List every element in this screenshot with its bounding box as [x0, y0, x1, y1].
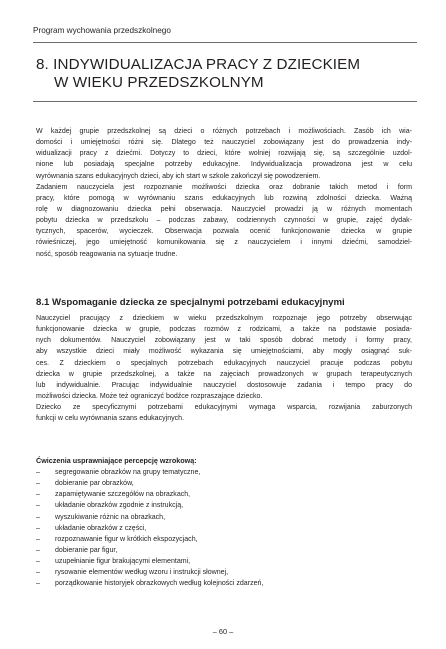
list-dash: –: [36, 502, 40, 510]
chapter-title-line-2: W WIEKU PRZEDSZKOLNYM: [54, 74, 264, 91]
list-item: [36, 500, 416, 511]
text-line: wyrównania szans edukacyjnych dzieci, aby ich start w szkole zakończył się powodzeniem.: [36, 172, 321, 180]
list-item: [36, 556, 416, 567]
list-item-text: układanie obrazków zgodnie z instrukcją,: [55, 502, 184, 510]
list-item: [36, 534, 416, 545]
list-dash: –: [36, 480, 40, 488]
list-item-text: porządkowanie historyjek obrazkowych według kolejności zdarzeń,: [55, 580, 264, 588]
list-item-text: rozpoznawanie figur w krótkich ekspozycjach,: [55, 535, 198, 543]
exercises-list: [36, 467, 416, 590]
text-line: pobytu dziecka w przedszkolu – podczas zabawy, codziennych czynności w grupie, zajęć dydak-: [36, 217, 412, 225]
list-item-text: układanie obrazków z części,: [55, 524, 147, 532]
text-line: tycznych, spacerów, wycieczek. Obserwacja pozwala ocenić funkcjonowanie dziecka w grupie: [36, 228, 412, 236]
text-line: ność, sposób reagowania na sytuacje trudne.: [36, 250, 178, 258]
text-line: pracy, które pomogą w wyrównaniu szans edukacyjnych lub rozwiną zdolności dziecka. Ważną: [36, 194, 412, 202]
header-rule: [33, 42, 417, 43]
text-line: Zadaniem nauczyciela jest rozpoznanie możliwości dziecka oraz dobranie takich metod i form: [36, 183, 412, 191]
list-item: [36, 478, 416, 489]
list-dash: –: [36, 469, 40, 476]
page-number: – 60 –: [212, 627, 234, 636]
text-line: dziecka w grupie przedszkolnej, a także na zajęciach prowadzonych w grupach terapeutycznych: [36, 370, 412, 378]
list-item-text: dobieranie par figur,: [55, 546, 118, 554]
list-dash: –: [36, 558, 40, 566]
text-line: lub indywidualnie. Pracując indywidualnie nauczyciel dostosowuje zadania i tempo pracy do: [36, 381, 412, 389]
section-paragraph: [36, 313, 412, 424]
list-item-text: wyszukiwanie różnic na obrazkach,: [55, 513, 166, 521]
text-line: funkcjonowanie dziecka w grupie, podczas rozmów z rodzicami, a także na podstawie posiada-: [36, 326, 412, 334]
text-line: aby wszystkie dzieci miały możliwość wykazania się umiejętnościami, aby mogły osiągnąć suk-: [36, 348, 412, 356]
text-line: ces. Z dzieckiem o specjalnych potrzebach edukacyjnych nauczyciel pracuje podczas pobytu: [36, 359, 412, 367]
text-line: widualizacji pracy z dziećmi. Dotyczy to dzieci, które wolniej rozwijają się, są szczególnie uzdol-: [36, 150, 412, 158]
list-dash: –: [36, 535, 40, 543]
list-item: [36, 545, 416, 556]
running-head: Program wychowania przedszkolnego: [33, 26, 171, 35]
chapter-title-line-1: 8. INDYWIDUALIZACJA PRACY Z DZIECKIEM: [36, 56, 361, 73]
text-line: rówieśniczej, jego umiejętność komunikowania się z nauczycielem i innymi dziećmi, samodziel-: [36, 239, 412, 247]
list-item: [36, 489, 416, 500]
list-item: [36, 578, 416, 589]
list-dash: –: [36, 580, 40, 588]
list-item-text: dobieranie par obrazków,: [55, 480, 134, 488]
list-item: [36, 512, 416, 523]
title-rule: [33, 101, 417, 102]
text-line: Nauczyciel pracujący z dzieckiem w wieku przedszkolnym rozpoznaje jego potrzeby obserwując: [36, 315, 412, 322]
list-dash: –: [36, 546, 40, 554]
list-dash: –: [36, 513, 40, 521]
text-line: Dziecko ze specyficznymi potrzebami edukacyjnymi wymaga wsparcia, rozwijania zaburzonych: [36, 404, 412, 412]
text-line: możliwości dziecka. Może też ograniczyć bodźce rozpraszające dziecko.: [36, 392, 263, 400]
list-item: [36, 523, 416, 534]
text-line: domości i umiejętności różni się. Dlatego też nauczyciel zobowiązany jest do prowadzenia indy-: [36, 139, 412, 147]
list-item-text: rysowanie elementów według wzoru i instrukcji słownej,: [55, 569, 229, 577]
text-line: W każdej grupie przedszkolnej są dzieci o różnych potrzebach i możliwościach. Zasób ich wia-: [36, 128, 412, 135]
chapter-title: [36, 56, 416, 92]
section-heading: 8.1 Wspomaganie dziecka ze specjalnymi potrzebami edukacyjnymi: [36, 297, 345, 308]
list-item-text: segregowanie obrazków na grupy tematyczne,: [55, 469, 201, 476]
text-line: nione lub posiadają specjalne potrzeby edukacyjne. Indywidualizacja prowadzona jest w celu: [36, 161, 412, 169]
list-item: [36, 567, 416, 578]
list-item-text: uzupełnianie figur brakującymi elementami,: [55, 558, 191, 566]
list-dash: –: [36, 491, 40, 499]
text-line: rolę w diagnozowaniu dziecka pełni obserwacja. Nauczyciel prowadzi ją w różnych momentach: [36, 205, 412, 213]
list-item-text: zapamiętywanie szczegółów na obrazkach,: [55, 491, 191, 499]
intro-paragraph: [36, 126, 412, 260]
list-dash: –: [36, 524, 40, 532]
list-dash: –: [36, 569, 40, 577]
exercises-heading: Ćwiczenia usprawniające percepcję wzrokową:: [36, 456, 197, 465]
text-line: nych dokumentów. Nauczyciel zobowiązany jest w taki sposób dobrać metody i formy pracy,: [36, 337, 412, 345]
text-line: funkcji w celu wyrównania szans edukacyjnych.: [36, 415, 185, 423]
list-item: [36, 467, 416, 478]
